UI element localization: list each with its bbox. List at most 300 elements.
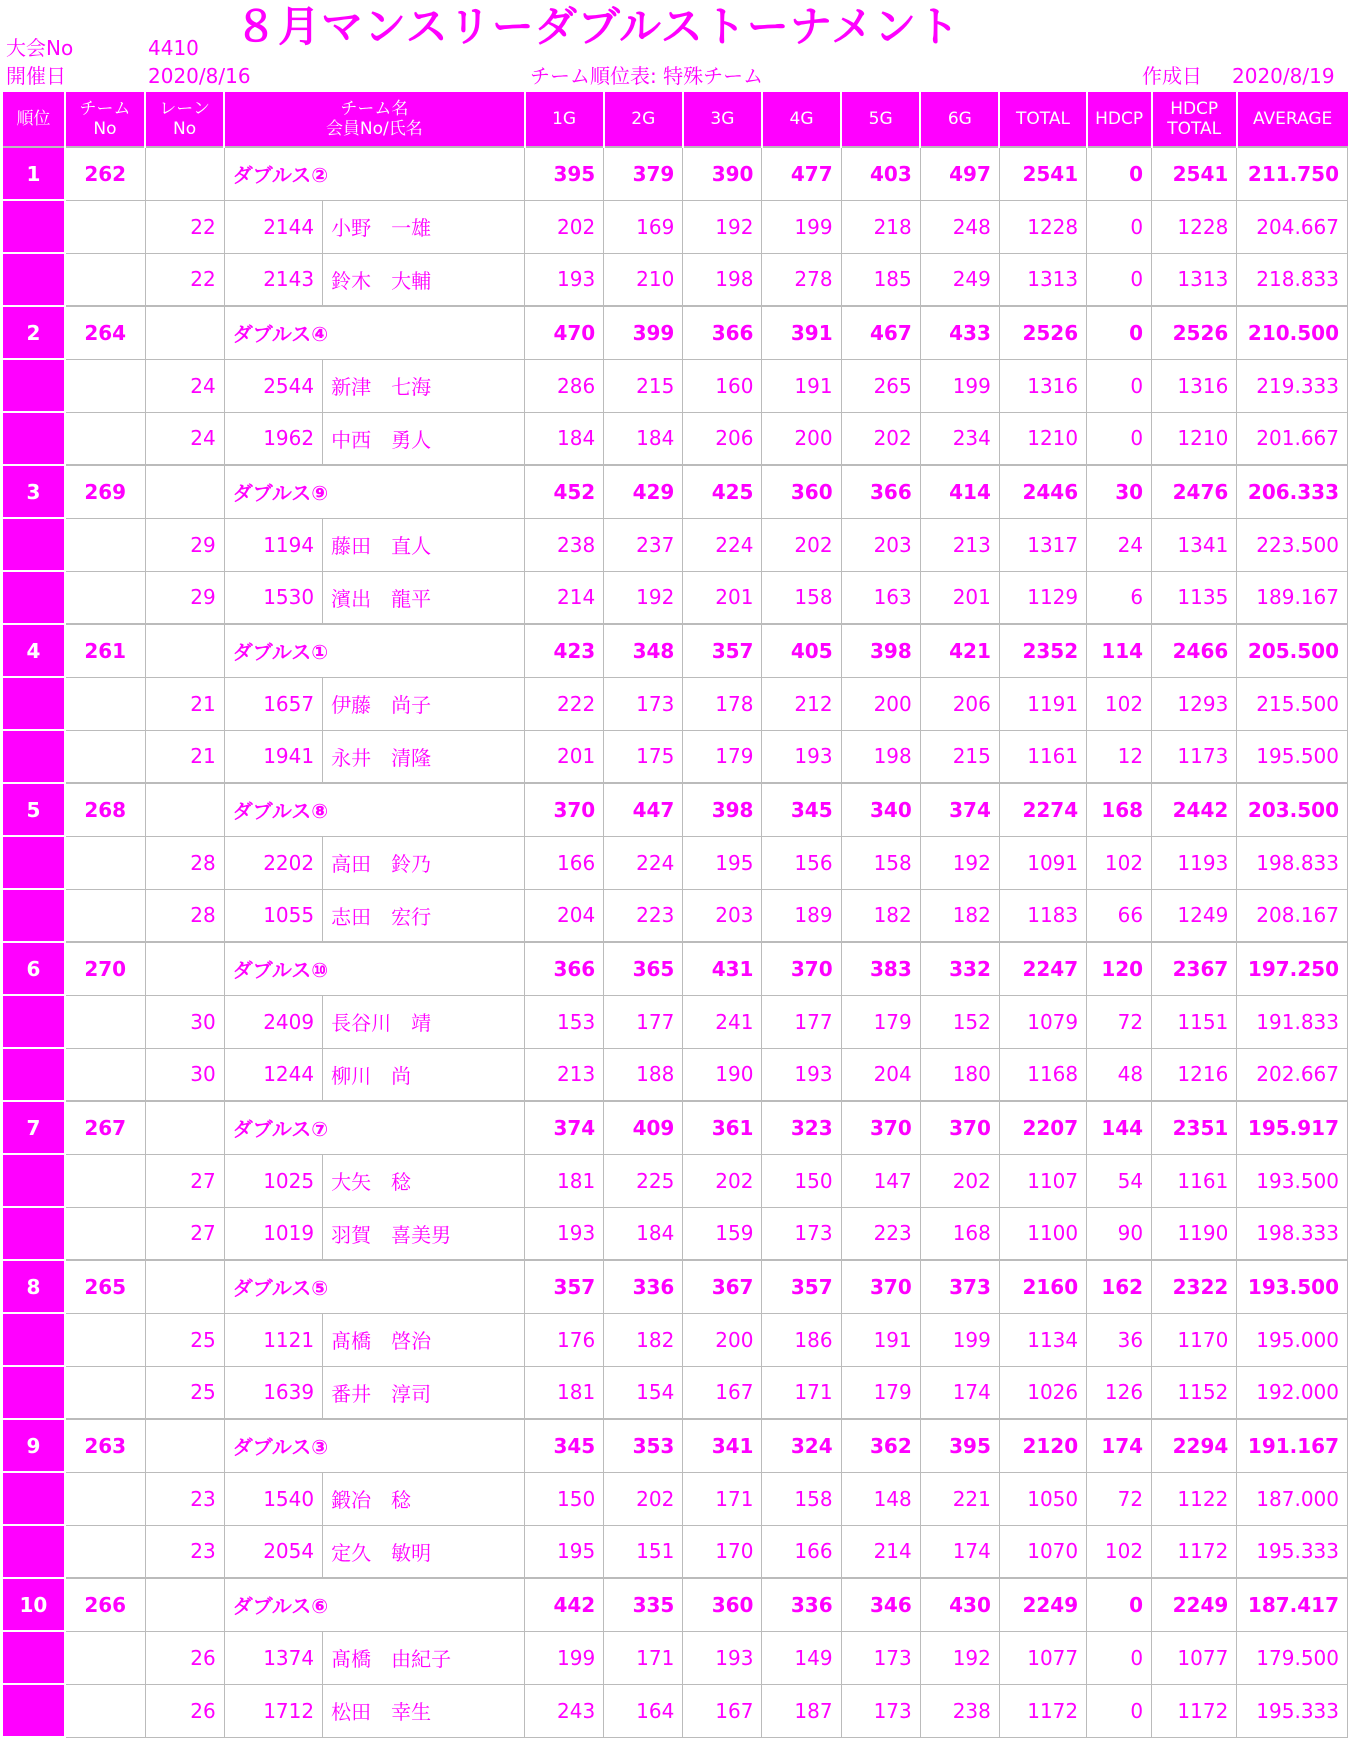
team-game-5: 467	[841, 306, 920, 359]
team-rank: 7	[3, 1101, 65, 1154]
team-average: 187.417	[1237, 1578, 1348, 1631]
team-hdcp: 162	[1087, 1260, 1152, 1313]
member-game-1: 222	[525, 677, 604, 730]
team-game-3: 357	[683, 624, 762, 677]
team-name: ダブルス⑨	[224, 465, 524, 518]
team-name: ダブルス①	[224, 624, 524, 677]
member-game-1: 214	[525, 571, 604, 624]
member-hdcp-total: 1170	[1152, 1313, 1237, 1366]
team-game-1: 452	[525, 465, 604, 518]
member-name: 長谷川 靖	[323, 995, 525, 1048]
member-game-1: 166	[525, 836, 604, 889]
team-hdcp: 168	[1087, 783, 1152, 836]
member-game-4: 156	[762, 836, 841, 889]
team-game-5: 366	[841, 465, 920, 518]
member-game-6: 180	[920, 1048, 999, 1101]
member-row	[3, 1631, 1348, 1684]
team-no: 264	[65, 306, 145, 359]
rank-empty	[3, 518, 65, 571]
team-game-6: 395	[920, 1419, 999, 1472]
team-name: ダブルス⑩	[224, 942, 524, 995]
team-no: 263	[65, 1419, 145, 1472]
member-average: 223.500	[1237, 518, 1348, 571]
member-total: 1317	[999, 518, 1086, 571]
member-game-2: 182	[604, 1313, 683, 1366]
team-game-5: 362	[841, 1419, 920, 1472]
member-no: 2143	[224, 253, 322, 306]
member-hdcp-total: 1161	[1152, 1154, 1237, 1207]
member-average: 204.667	[1237, 200, 1348, 253]
team-game-4: 345	[762, 783, 841, 836]
member-no: 1194	[224, 518, 322, 571]
member-lane: 30	[145, 995, 224, 1048]
team-game-4: 477	[762, 147, 841, 200]
team-no-empty	[65, 1525, 145, 1578]
member-name: 羽賀 喜美男	[323, 1207, 525, 1260]
team-game-6: 374	[920, 783, 999, 836]
member-average: 219.333	[1237, 359, 1348, 412]
created-label: 作成日	[1142, 64, 1202, 88]
report-header	[0, 0, 1352, 92]
member-game-4: 166	[762, 1525, 841, 1578]
member-no: 2202	[224, 836, 322, 889]
team-hdcp-total: 2526	[1152, 306, 1237, 359]
member-game-5: 218	[841, 200, 920, 253]
member-game-5: 148	[841, 1472, 920, 1525]
member-game-3: 170	[683, 1525, 762, 1578]
member-total: 1316	[999, 359, 1086, 412]
member-game-6: 152	[920, 995, 999, 1048]
rank-empty	[3, 1313, 65, 1366]
member-game-5: 147	[841, 1154, 920, 1207]
member-game-4: 187	[762, 1684, 841, 1737]
member-game-2: 154	[604, 1366, 683, 1419]
team-game-5: 403	[841, 147, 920, 200]
member-game-2: 225	[604, 1154, 683, 1207]
member-hdcp: 48	[1087, 1048, 1152, 1101]
member-hdcp-total: 1172	[1152, 1684, 1237, 1737]
member-game-3: 178	[683, 677, 762, 730]
member-average: 193.500	[1237, 1154, 1348, 1207]
member-game-6: 168	[920, 1207, 999, 1260]
member-game-1: 195	[525, 1525, 604, 1578]
team-name: ダブルス⑧	[224, 783, 524, 836]
member-game-1: 150	[525, 1472, 604, 1525]
lane-no-empty	[145, 1578, 224, 1631]
member-name: 藤田 直人	[323, 518, 525, 571]
team-game-3: 361	[683, 1101, 762, 1154]
member-lane: 21	[145, 677, 224, 730]
member-lane: 28	[145, 836, 224, 889]
col-game-5: 5G	[841, 92, 920, 147]
team-name: ダブルス⑦	[224, 1101, 524, 1154]
member-game-3: 206	[683, 412, 762, 465]
member-game-3: 190	[683, 1048, 762, 1101]
member-game-6: 201	[920, 571, 999, 624]
member-name: 鈴木 大輔	[323, 253, 525, 306]
team-hdcp: 0	[1087, 1578, 1152, 1631]
team-no-empty	[65, 1207, 145, 1260]
member-no: 1712	[224, 1684, 322, 1737]
team-no: 262	[65, 147, 145, 200]
team-game-3: 431	[683, 942, 762, 995]
team-no-empty	[65, 677, 145, 730]
team-no-empty	[65, 412, 145, 465]
member-total: 1026	[999, 1366, 1086, 1419]
lane-no-empty	[145, 147, 224, 200]
member-lane: 24	[145, 359, 224, 412]
team-game-2: 447	[604, 783, 683, 836]
member-name: 大矢 稔	[323, 1154, 525, 1207]
team-game-1: 395	[525, 147, 604, 200]
member-hdcp-total: 1173	[1152, 730, 1237, 783]
member-game-2: 164	[604, 1684, 683, 1737]
member-game-3: 192	[683, 200, 762, 253]
member-name: 髙橋 由紀子	[323, 1631, 525, 1684]
member-hdcp-total: 1210	[1152, 412, 1237, 465]
member-hdcp-total: 1122	[1152, 1472, 1237, 1525]
member-average: 192.000	[1237, 1366, 1348, 1419]
member-game-2: 171	[604, 1631, 683, 1684]
member-name: 定久 敏明	[323, 1525, 525, 1578]
team-game-2: 409	[604, 1101, 683, 1154]
team-game-5: 398	[841, 624, 920, 677]
member-no: 2544	[224, 359, 322, 412]
member-game-3: 167	[683, 1684, 762, 1737]
team-row	[3, 942, 1348, 995]
member-game-4: 202	[762, 518, 841, 571]
member-game-2: 202	[604, 1472, 683, 1525]
member-average: 191.833	[1237, 995, 1348, 1048]
team-hdcp-total: 2541	[1152, 147, 1237, 200]
member-hdcp-total: 1172	[1152, 1525, 1237, 1578]
member-no: 1019	[224, 1207, 322, 1260]
member-average: 215.500	[1237, 677, 1348, 730]
member-game-6: 199	[920, 359, 999, 412]
member-game-5: 223	[841, 1207, 920, 1260]
member-hdcp-total: 1193	[1152, 836, 1237, 889]
team-game-1: 374	[525, 1101, 604, 1154]
member-game-6: 248	[920, 200, 999, 253]
tournament-no-label: 大会No	[6, 36, 74, 60]
team-no-empty	[65, 571, 145, 624]
lane-no-empty	[145, 1419, 224, 1472]
member-total: 1313	[999, 253, 1086, 306]
team-no-empty	[65, 359, 145, 412]
member-total: 1134	[999, 1313, 1086, 1366]
member-row	[3, 836, 1348, 889]
member-hdcp-total: 1190	[1152, 1207, 1237, 1260]
member-game-6: 199	[920, 1313, 999, 1366]
member-game-1: 176	[525, 1313, 604, 1366]
team-average: 191.167	[1237, 1419, 1348, 1472]
col-game-1: 1G	[525, 92, 604, 147]
member-total: 1172	[999, 1684, 1086, 1737]
member-game-3: 241	[683, 995, 762, 1048]
member-game-3: 171	[683, 1472, 762, 1525]
team-no: 265	[65, 1260, 145, 1313]
member-lane: 27	[145, 1207, 224, 1260]
team-row	[3, 465, 1348, 518]
member-game-3: 203	[683, 889, 762, 942]
rank-empty	[3, 995, 65, 1048]
team-game-1: 423	[525, 624, 604, 677]
member-lane: 22	[145, 200, 224, 253]
member-no: 2054	[224, 1525, 322, 1578]
member-total: 1129	[999, 571, 1086, 624]
team-average: 203.500	[1237, 783, 1348, 836]
rank-empty	[3, 359, 65, 412]
team-hdcp-total: 2466	[1152, 624, 1237, 677]
member-game-4: 158	[762, 1472, 841, 1525]
member-game-2: 223	[604, 889, 683, 942]
team-hdcp-total: 2351	[1152, 1101, 1237, 1154]
member-game-5: 173	[841, 1631, 920, 1684]
member-game-3: 195	[683, 836, 762, 889]
team-hdcp: 0	[1087, 306, 1152, 359]
member-hdcp-total: 1228	[1152, 200, 1237, 253]
created-date: 2020/8/19	[1232, 64, 1335, 88]
team-no-empty	[65, 889, 145, 942]
member-lane: 21	[145, 730, 224, 783]
lane-no-empty	[145, 1260, 224, 1313]
member-row	[3, 730, 1348, 783]
member-game-5: 203	[841, 518, 920, 571]
member-game-5: 204	[841, 1048, 920, 1101]
member-average: 189.167	[1237, 571, 1348, 624]
member-hdcp: 0	[1087, 359, 1152, 412]
member-average: 218.833	[1237, 253, 1348, 306]
col-game-3: 3G	[683, 92, 762, 147]
team-game-1: 345	[525, 1419, 604, 1472]
member-game-6: 249	[920, 253, 999, 306]
member-game-6: 234	[920, 412, 999, 465]
rank-empty	[3, 677, 65, 730]
team-no: 269	[65, 465, 145, 518]
rank-empty	[3, 1048, 65, 1101]
col-game-2: 2G	[604, 92, 683, 147]
member-no: 1639	[224, 1366, 322, 1419]
member-hdcp: 102	[1087, 677, 1152, 730]
lane-no-empty	[145, 1101, 224, 1154]
member-total: 1161	[999, 730, 1086, 783]
team-hdcp-total: 2442	[1152, 783, 1237, 836]
member-game-4: 158	[762, 571, 841, 624]
team-rank: 4	[3, 624, 65, 677]
member-game-4: 171	[762, 1366, 841, 1419]
team-average: 197.250	[1237, 942, 1348, 995]
team-game-1: 370	[525, 783, 604, 836]
team-game-2: 399	[604, 306, 683, 359]
member-row	[3, 677, 1348, 730]
team-game-3: 425	[683, 465, 762, 518]
team-name: ダブルス③	[224, 1419, 524, 1472]
member-row	[3, 412, 1348, 465]
member-game-1: 201	[525, 730, 604, 783]
team-game-6: 433	[920, 306, 999, 359]
team-no-empty	[65, 1048, 145, 1101]
team-name: ダブルス④	[224, 306, 524, 359]
team-game-1: 366	[525, 942, 604, 995]
member-game-6: 213	[920, 518, 999, 571]
member-game-1: 199	[525, 1631, 604, 1684]
team-rank: 8	[3, 1260, 65, 1313]
member-game-3: 224	[683, 518, 762, 571]
member-game-1: 153	[525, 995, 604, 1048]
member-game-6: 202	[920, 1154, 999, 1207]
member-game-6: 221	[920, 1472, 999, 1525]
col-team-no: チーム No	[65, 92, 145, 147]
member-game-2: 192	[604, 571, 683, 624]
member-lane: 30	[145, 1048, 224, 1101]
rank-empty	[3, 412, 65, 465]
member-game-6: 174	[920, 1366, 999, 1419]
team-no: 268	[65, 783, 145, 836]
member-average: 195.333	[1237, 1684, 1348, 1737]
member-game-4: 278	[762, 253, 841, 306]
member-name: 髙橋 啓治	[323, 1313, 525, 1366]
member-game-3: 193	[683, 1631, 762, 1684]
member-game-4: 186	[762, 1313, 841, 1366]
team-total: 2526	[999, 306, 1086, 359]
member-game-2: 169	[604, 200, 683, 253]
team-rank: 2	[3, 306, 65, 359]
member-hdcp-total: 1151	[1152, 995, 1237, 1048]
member-hdcp: 0	[1087, 1631, 1152, 1684]
member-hdcp: 90	[1087, 1207, 1152, 1260]
team-game-3: 367	[683, 1260, 762, 1313]
member-game-4: 173	[762, 1207, 841, 1260]
member-game-3: 201	[683, 571, 762, 624]
member-game-4: 191	[762, 359, 841, 412]
col-game-6: 6G	[920, 92, 999, 147]
page-title: ８月マンスリーダブルストーナメント	[235, 2, 961, 51]
team-row	[3, 1260, 1348, 1313]
team-game-4: 360	[762, 465, 841, 518]
member-game-1: 181	[525, 1366, 604, 1419]
member-total: 1100	[999, 1207, 1086, 1260]
member-row	[3, 995, 1348, 1048]
member-game-4: 199	[762, 200, 841, 253]
member-row	[3, 518, 1348, 571]
team-average: 206.333	[1237, 465, 1348, 518]
team-no: 267	[65, 1101, 145, 1154]
rank-empty	[3, 1525, 65, 1578]
member-game-4: 189	[762, 889, 841, 942]
report-subtitle: チーム順位表: 特殊チーム	[530, 64, 764, 88]
member-game-1: 243	[525, 1684, 604, 1737]
member-average: 201.667	[1237, 412, 1348, 465]
member-total: 1091	[999, 836, 1086, 889]
rank-empty	[3, 836, 65, 889]
member-lane: 25	[145, 1313, 224, 1366]
member-name: 鍛冶 稔	[323, 1472, 525, 1525]
lane-no-empty	[145, 465, 224, 518]
team-game-4: 324	[762, 1419, 841, 1472]
team-name: ダブルス②	[224, 147, 524, 200]
team-rank: 10	[3, 1578, 65, 1631]
member-game-1: 204	[525, 889, 604, 942]
member-no: 1941	[224, 730, 322, 783]
member-row	[3, 1472, 1348, 1525]
member-game-2: 210	[604, 253, 683, 306]
lane-no-empty	[145, 624, 224, 677]
team-hdcp-total: 2322	[1152, 1260, 1237, 1313]
team-no-empty	[65, 1684, 145, 1737]
team-no: 266	[65, 1578, 145, 1631]
team-total: 2120	[999, 1419, 1086, 1472]
team-no-empty	[65, 1472, 145, 1525]
rank-empty	[3, 889, 65, 942]
team-game-4: 336	[762, 1578, 841, 1631]
member-average: 202.667	[1237, 1048, 1348, 1101]
lane-no-empty	[145, 306, 224, 359]
member-game-2: 188	[604, 1048, 683, 1101]
team-hdcp-total: 2476	[1152, 465, 1237, 518]
rank-empty	[3, 1631, 65, 1684]
team-game-3: 398	[683, 783, 762, 836]
team-total: 2446	[999, 465, 1086, 518]
member-game-1: 193	[525, 253, 604, 306]
col-hdcp: HDCP	[1087, 92, 1152, 147]
results-table	[3, 92, 1348, 1738]
member-game-2: 215	[604, 359, 683, 412]
member-hdcp: 6	[1087, 571, 1152, 624]
member-game-5: 163	[841, 571, 920, 624]
team-game-3: 341	[683, 1419, 762, 1472]
member-hdcp: 54	[1087, 1154, 1152, 1207]
team-game-3: 390	[683, 147, 762, 200]
member-game-5: 265	[841, 359, 920, 412]
member-game-5: 179	[841, 995, 920, 1048]
team-game-4: 391	[762, 306, 841, 359]
col-team-name: チーム名 会員No/氏名	[224, 92, 524, 147]
member-game-4: 150	[762, 1154, 841, 1207]
team-total: 2247	[999, 942, 1086, 995]
member-row	[3, 253, 1348, 306]
member-row	[3, 1154, 1348, 1207]
team-game-4: 405	[762, 624, 841, 677]
member-lane: 23	[145, 1472, 224, 1525]
member-no: 1244	[224, 1048, 322, 1101]
col-game-4: 4G	[762, 92, 841, 147]
team-game-6: 421	[920, 624, 999, 677]
member-row	[3, 1684, 1348, 1737]
team-row	[3, 624, 1348, 677]
member-game-6: 206	[920, 677, 999, 730]
member-name: 永井 清隆	[323, 730, 525, 783]
member-game-5: 191	[841, 1313, 920, 1366]
member-game-1: 238	[525, 518, 604, 571]
member-game-2: 184	[604, 1207, 683, 1260]
member-game-2: 173	[604, 677, 683, 730]
member-hdcp-total: 1077	[1152, 1631, 1237, 1684]
member-game-6: 238	[920, 1684, 999, 1737]
team-game-4: 370	[762, 942, 841, 995]
team-hdcp-total: 2367	[1152, 942, 1237, 995]
lane-no-empty	[145, 783, 224, 836]
member-hdcp-total: 1313	[1152, 253, 1237, 306]
member-average: 195.500	[1237, 730, 1348, 783]
member-name: 伊藤 尚子	[323, 677, 525, 730]
member-no: 1374	[224, 1631, 322, 1684]
member-game-6: 174	[920, 1525, 999, 1578]
member-game-2: 175	[604, 730, 683, 783]
member-no: 1540	[224, 1472, 322, 1525]
member-row	[3, 1366, 1348, 1419]
member-row	[3, 1207, 1348, 1260]
team-game-6: 430	[920, 1578, 999, 1631]
